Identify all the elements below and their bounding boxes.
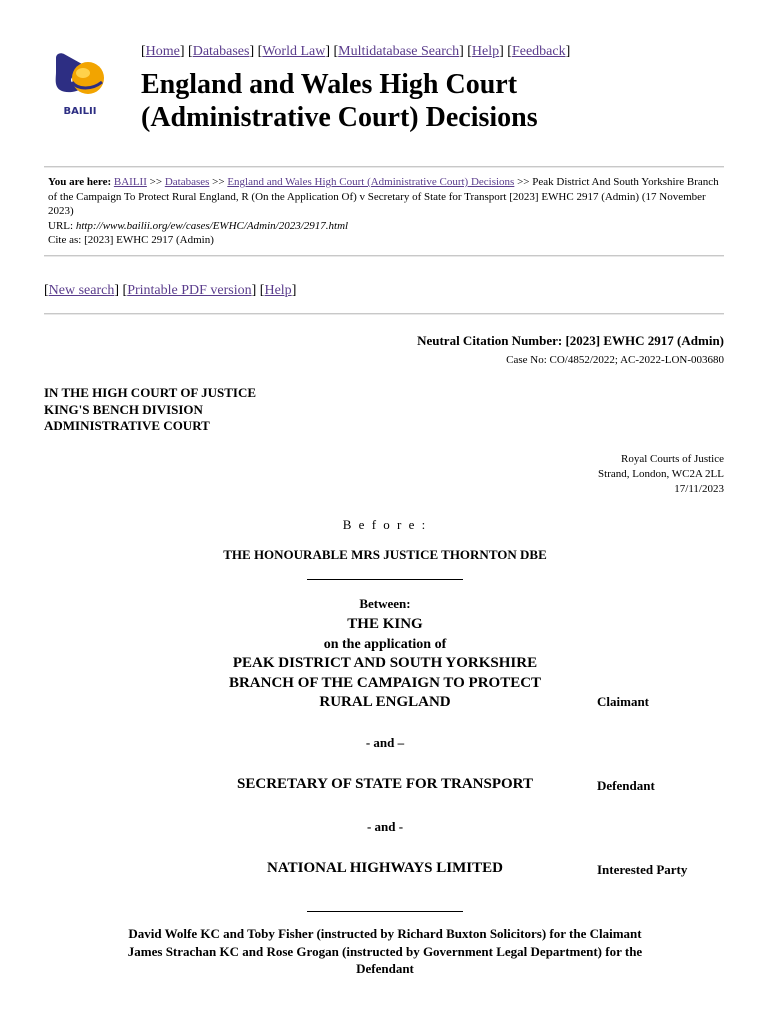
divider [44,166,724,168]
case-number: Case No: CO/4852/2022; AC-2022-LON-003680 [506,354,724,366]
judgment-date: 17/11/2023 [674,483,724,495]
breadcrumb-separator: >> [517,176,530,188]
court-title-line-1: England and Wales High Court [141,69,518,100]
judge-name: THE HONOURABLE MRS JUSTICE THORNTON DBE [223,547,547,562]
neutral-citation-number: Neutral Citation Number: [2023] EWHC 2917 (Admin) [417,333,724,348]
cite-value: [2023] EWHC 2917 (Admin) [84,234,214,246]
printable-pdf-link[interactable]: Printable PDF version [127,283,252,298]
breadcrumb-separator: >> [149,176,163,188]
nav-databases-link[interactable]: Databases [192,44,250,59]
and-separator: - and – [365,735,405,750]
claimant-line: BRANCH OF THE CAMPAIGN TO PROTECT [228,674,542,691]
nav-feedback-link[interactable]: Feedback [511,44,566,59]
underline-divider [307,911,463,912]
nav-help-link[interactable]: Help [471,44,500,59]
court-title [141,68,538,134]
bailii-logo[interactable] [52,52,108,118]
nav-world-law-link[interactable]: World Law [262,44,326,59]
address-line: Strand, London, WC2A 2LL [598,468,724,480]
defendant-name: SECRETARY OF STATE FOR TRANSPORT [237,776,533,792]
breadcrumb-court-link[interactable]: England and Wales High Court (Administrative Court) Decisions [227,176,515,188]
help-link[interactable]: Help [264,283,292,298]
counsel-line: James Strachan KC and Rose Grogan (instructed by Government Legal Department) for the [127,943,643,959]
url-label: URL: [48,219,74,232]
cite-label: Cite as: [48,234,82,246]
defendant-role: Defendant [597,778,655,793]
counsel-appearances [44,925,726,978]
court-title-line-2: (Administrative Court) Decisions [141,102,538,133]
claimant-line: on the application of [323,636,447,652]
breadcrumb-separator: >> [212,176,225,188]
claimant-role: Claimant [597,694,649,709]
claimant-line: THE KING [347,616,423,632]
court-address [598,452,724,497]
and-separator: - and - [366,819,404,834]
top-nav: [Home] [Databases] [World Law] [Multidatabase Search] [Help] [Feedback] [141,44,571,59]
court-line: IN THE HIGH COURT OF JUSTICE [44,385,257,400]
logo-text: BAILII [63,106,97,117]
new-search-link[interactable]: New search [48,283,115,298]
nav-multidatabase-search-link[interactable]: Multidatabase Search [338,44,460,59]
claimant-name [190,615,580,713]
breadcrumb [48,175,724,248]
interested-party-role: Interested Party [597,862,688,877]
divider [44,313,724,315]
nav-home-link[interactable]: Home [145,44,180,59]
address-line: Royal Courts of Justice [621,453,724,465]
breadcrumb-case-name: Peak District And South Yorkshire Branch of the Campaign To Protect Rural England, R (On the Application Of) v Secretary of State for Transport [2023] EWHC 2917 (Admin) (17 November 2023) [48,176,719,217]
counsel-line: Defendant [356,961,414,976]
between-label: Between: [359,596,411,611]
claimant-line: RURAL ENGLAND [319,694,451,710]
claimant-line: PEAK DISTRICT AND SOUTH YORKSHIRE [232,655,538,671]
interested-party-name: NATIONAL HIGHWAYS LIMITED [267,860,503,876]
counsel-line: David Wolfe KC and Toby Fisher (instructed by Richard Buxton Solicitors) for the Claimant [128,926,642,941]
case-url: http://www.bailii.org/ew/cases/EWHC/Admin/2023/2917.html [75,219,349,232]
before-label: B e f o r e : [342,517,428,532]
court-line: KING'S BENCH DIVISION [44,401,203,417]
underline-divider [307,579,463,580]
breadcrumb-databases-link[interactable]: Databases [164,176,210,188]
court-heading [44,385,256,435]
court-line: ADMINISTRATIVE COURT [44,418,210,433]
breadcrumb-bailii-link[interactable]: BAILII [113,176,147,188]
document-links: [New search] [Printable PDF version] [Help] [44,283,297,298]
divider [44,255,724,257]
breadcrumb-prefix: You are here: [48,176,112,188]
